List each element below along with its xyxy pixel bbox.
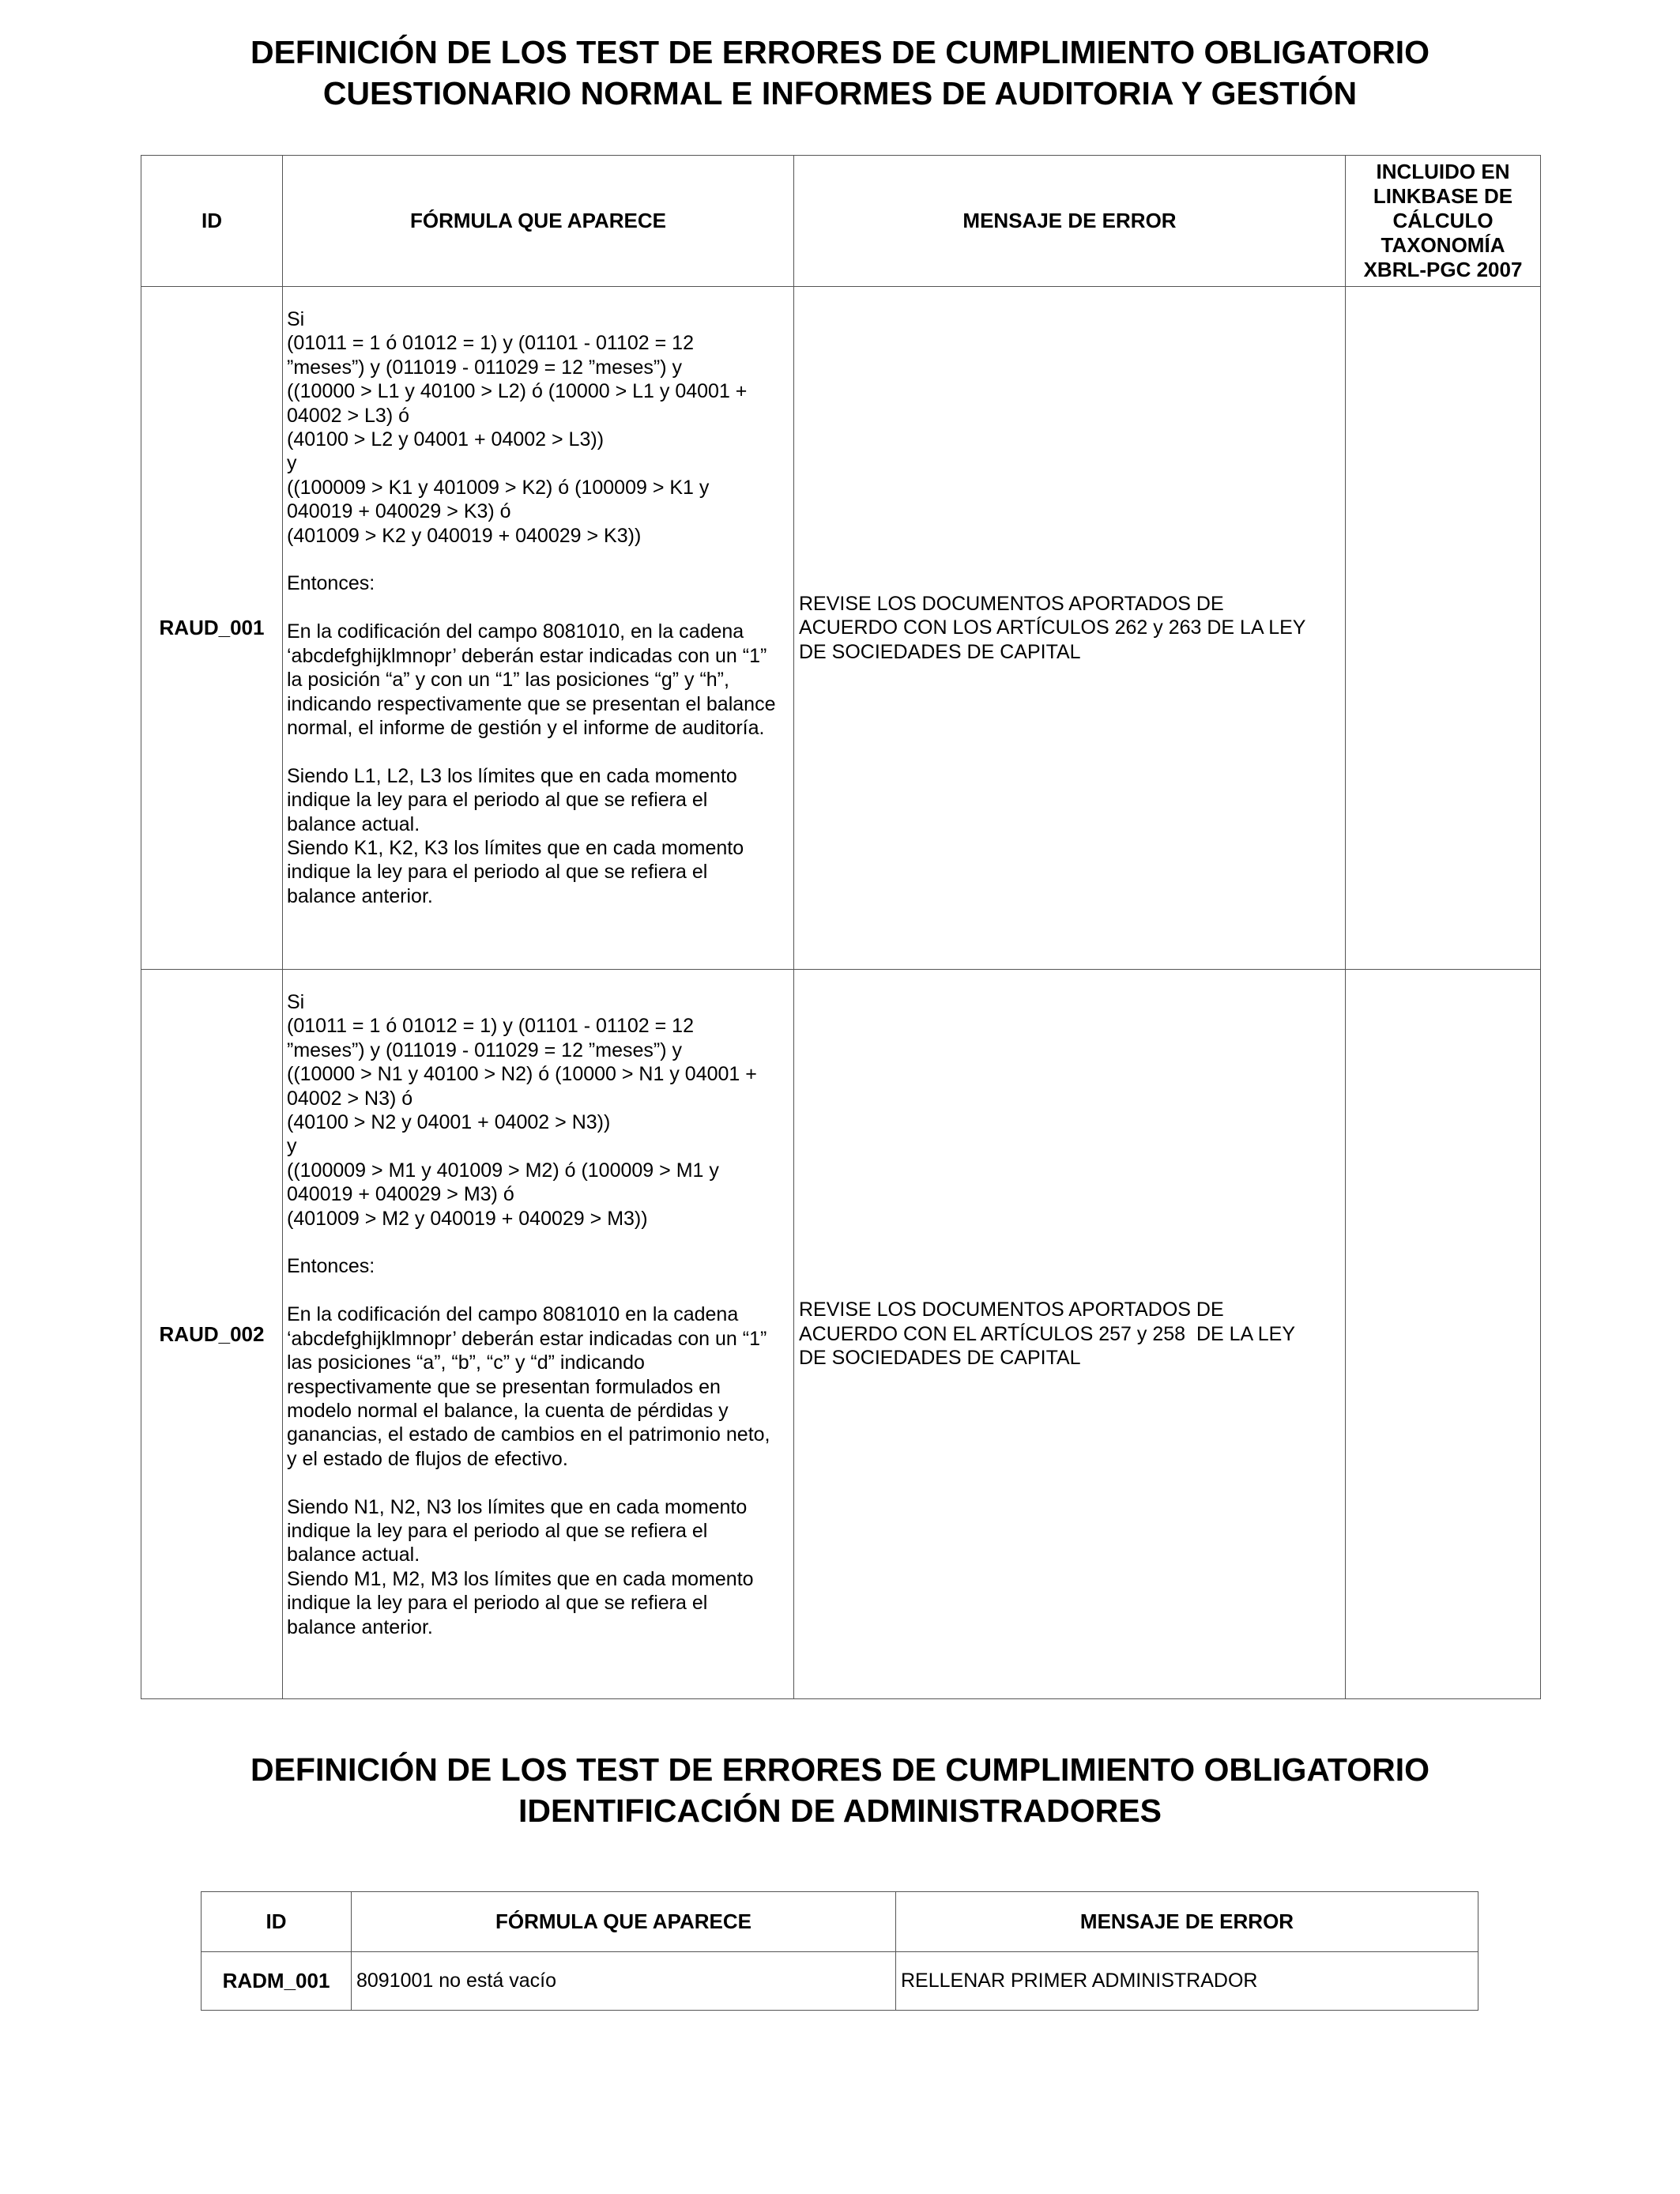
row-id: RAUD_001: [141, 287, 283, 970]
section2-title: [0, 1749, 1680, 1831]
row-mensaje-text: REVISE LOS DOCUMENTOS APORTADOS DE ACUERDO CON EL ARTÍCULOS 257 y 258 DE LA LEY DE SOCIEDADES DE CAPITAL: [799, 1299, 1296, 1370]
row-formula: Si (01011 = 1 ó 01012 = 1) y (01101 - 01102 = 12 ”meses”) y (011019 - 011029 = 12 ”meses”) y ((10000 > N1 y 40100 > N2) ó (10000 > N1 y 04001 + 04002 > N3) ó (40100 > N2 y 04001 + 04002 > N3)) y ((100009 > M1 y 401009 > M2) ó (100009 > M1 y 040019 + 040029 > M3) ó (401009 > M2 y 040019 + 040029 > M3)) Entonces: En la codificación del campo 8081010 en la cadena ‘abcdefghijklmnopr’ deberán estar indicadas con un “1” las posiciones “a”, “b”, “c” y “d” indicando respectivamente que se presentan formulados en modelo normal el balance, la cuenta de pérdidas y ganancias, el estado de cambios en el patrimonio neto, y el estado de flujos de efectivo. Siendo N1, N2, N3 los límites que en cada momento indique la ley para el periodo al que se refiera el balance actual. Siendo M1, M2, M3 los límites que en cada momento indique la ley para el periodo al que se refiera el balance anterior.: [283, 970, 794, 1699]
table-row: [202, 1952, 1478, 2011]
section1-title: [0, 32, 1680, 114]
row-mensaje-text: REVISE LOS DOCUMENTOS APORTADOS DE ACUERDO CON LOS ARTÍCULOS 262 y 263 DE LA LEY DE SOCIEDADES DE CAPITAL: [799, 592, 1306, 663]
audit-tests-table: [141, 155, 1541, 1699]
header-id: ID: [202, 1892, 352, 1952]
table-header-row: [141, 156, 1541, 287]
table-header-row: [202, 1892, 1478, 1952]
section2-title-line2: IDENTIFICACIÓN DE ADMINISTRADORES: [518, 1793, 1162, 1829]
header-formula: FÓRMULA QUE APARECE: [283, 156, 794, 287]
header-formula: FÓRMULA QUE APARECE: [352, 1892, 896, 1952]
header-mensaje: MENSAJE DE ERROR: [794, 156, 1346, 287]
header-id: ID: [141, 156, 283, 287]
row-incluido: [1346, 287, 1541, 970]
header-mensaje: MENSAJE DE ERROR: [896, 1892, 1478, 1952]
row-id: RAUD_002: [141, 970, 283, 1699]
administrators-tests-table: [201, 1891, 1478, 2011]
section1-title-line1: DEFINICIÓN DE LOS TEST DE ERRORES DE CUMPLIMIENTO OBLIGATORIO: [250, 34, 1430, 70]
row-formula: 8091001 no está vacío: [352, 1952, 896, 2011]
row-mensaje: [794, 970, 1346, 1699]
section1-title-line2: CUESTIONARIO NORMAL E INFORMES DE AUDITORIA Y GESTIÓN: [322, 75, 1358, 111]
table-row: [141, 970, 1541, 1699]
row-mensaje: [794, 287, 1346, 970]
table-row: [141, 287, 1541, 970]
header-incluido: INCLUIDO EN LINKBASE DE CÁLCULO TAXONOMÍA XBRL-PGC 2007: [1346, 156, 1541, 287]
row-id: RADM_001: [202, 1952, 352, 2011]
row-incluido: [1346, 970, 1541, 1699]
row-mensaje: RELLENAR PRIMER ADMINISTRADOR: [896, 1952, 1478, 2011]
row-formula: Si (01011 = 1 ó 01012 = 1) y (01101 - 01102 = 12 ”meses”) y (011019 - 011029 = 12 ”meses”) y ((10000 > L1 y 40100 > L2) ó (10000 > L1 y 04001 + 04002 > L3) ó (40100 > L2 y 04001 + 04002 > L3)) y ((100009 > K1 y 401009 > K2) ó (100009 > K1 y 040019 + 040029 > K3) ó (401009 > K2 y 040019 + 040029 > K3)) Entonces: En la codificación del campo 8081010, en la cadena ‘abcdefghijklmnopr’ deberán estar indicadas con un “1” la posición “a” y con un “1” las posiciones “g” y “h”, indicando respectivamente que se presentan el balance normal, el informe de gestión y el informe de auditoría. Siendo L1, L2, L3 los límites que en cada momento indique la ley para el periodo al que se refiera el balance actual. Siendo K1, K2, K3 los límites que en cada momento indique la ley para el periodo al que se refiera el balance anterior.: [283, 287, 794, 970]
section2-title-line1: DEFINICIÓN DE LOS TEST DE ERRORES DE CUMPLIMIENTO OBLIGATORIO: [250, 1751, 1430, 1788]
